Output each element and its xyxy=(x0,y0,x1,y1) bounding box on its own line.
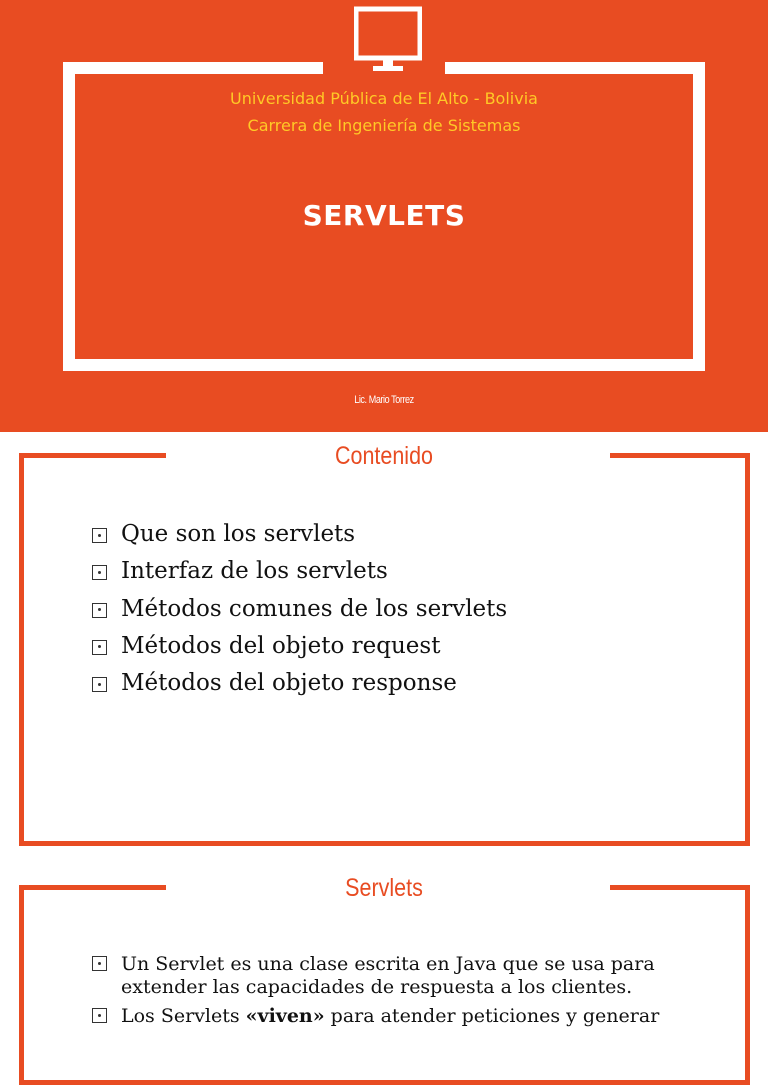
checkbox-bullet-icon xyxy=(92,677,107,692)
university-name: Universidad Pública de El Alto - Bolivia xyxy=(230,89,538,108)
list-item: Métodos del objeto response xyxy=(92,668,507,705)
list-item: Que son los servlets xyxy=(92,519,507,556)
checkbox-bullet-icon xyxy=(92,565,107,580)
servlets-list xyxy=(92,953,692,1034)
career-name: Carrera de Ingeniería de Sistemas xyxy=(247,116,521,135)
servlets-title: Servlets xyxy=(345,874,423,902)
monitor-icon xyxy=(354,6,422,74)
checkbox-bullet-icon xyxy=(92,528,107,543)
checkbox-bullet-icon xyxy=(92,640,107,655)
contents-list xyxy=(92,519,507,705)
presentation-title: SERVLETS xyxy=(302,199,466,232)
list-item: Métodos del objeto request xyxy=(92,631,507,668)
checkbox-bullet-icon xyxy=(92,956,107,971)
title-slide xyxy=(0,0,768,432)
list-item: Un Servlet es una clase escrita en Java que se usa para extender las capacidades de respuesta a los clientes. xyxy=(92,953,692,999)
contents-title: Contenido xyxy=(334,442,434,470)
list-item: Los Servlets «viven» para atender peticiones y generar xyxy=(92,1005,692,1028)
list-item: Interfaz de los servlets xyxy=(92,556,507,593)
checkbox-bullet-icon xyxy=(92,1008,107,1023)
list-item: Métodos comunes de los servlets xyxy=(92,594,507,631)
checkbox-bullet-icon xyxy=(92,603,107,618)
author-name: Lic. Mario Torrez xyxy=(354,394,414,406)
